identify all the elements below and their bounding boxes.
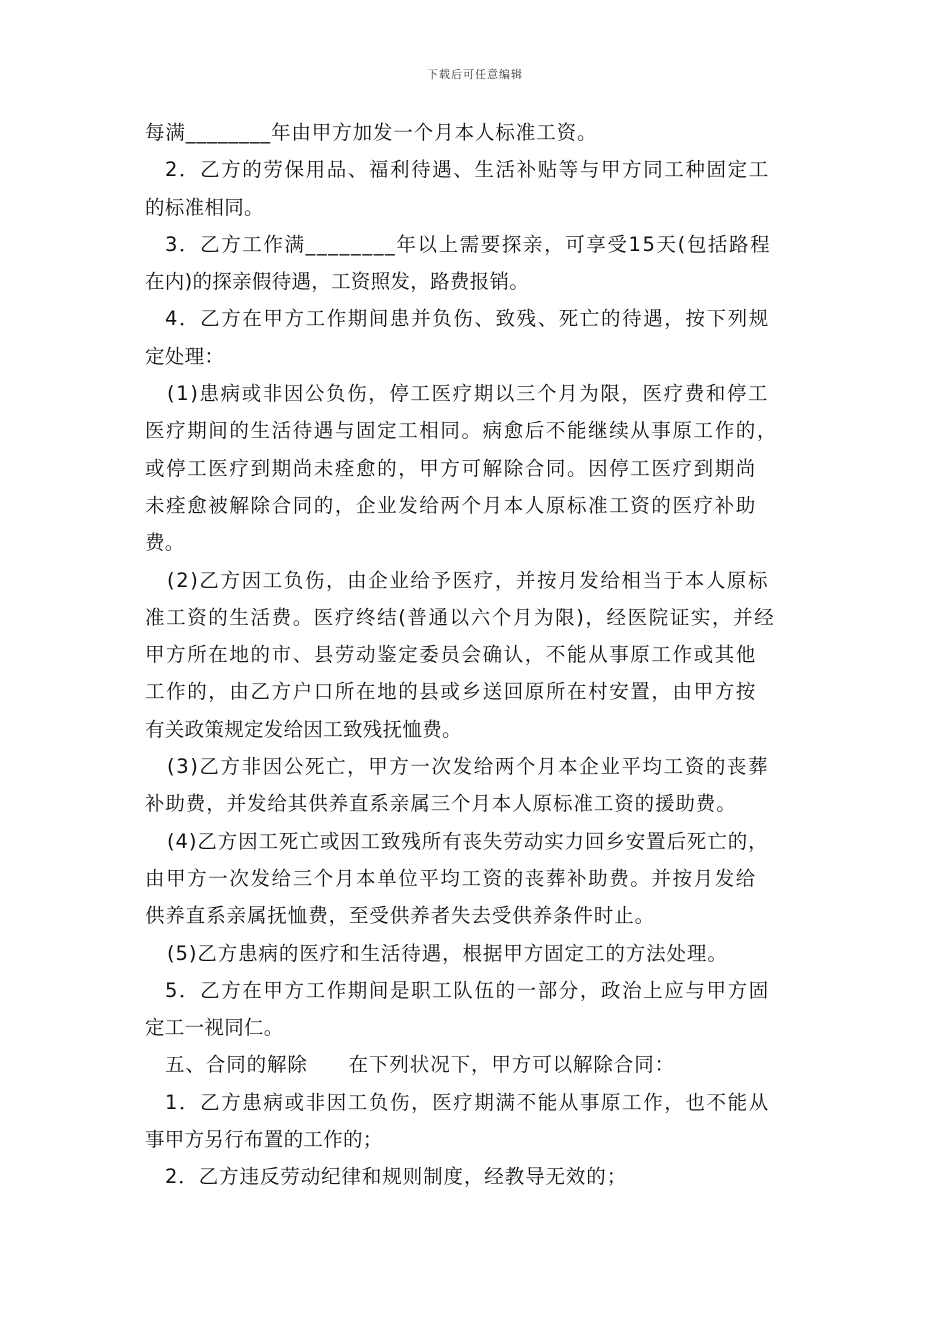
text-line: 在内)的探亲假待遇，工资照发，路费报销。 xyxy=(145,270,530,294)
text-line: 甲方所在地的市、县劳动鉴定委员会确认，不能从事原工作或其他 xyxy=(145,643,757,667)
text-line: 的标准相同。 xyxy=(145,195,264,219)
text-line: 2．乙方的劳保用品、福利待遇、生活补贴等与甲方同工种固定工 xyxy=(165,158,770,182)
text-line: (1)患病或非因公负伤，停工医疗期以三个月为限，医疗费和停工 xyxy=(167,382,770,406)
text-line: 五、合同的解除 在下列状况下，甲方可以解除合同： xyxy=(165,1053,676,1077)
header-note: 下载后可任意编辑 xyxy=(427,68,523,81)
text-line: 1．乙方患病或非因工负伤，医疗期满不能从事原工作，也不能从 xyxy=(165,1090,770,1114)
text-line: 定处理： xyxy=(145,344,225,368)
text-line: 定工一视同仁。 xyxy=(145,1016,284,1040)
text-line: 有关政策规定发给因工致残抚恤费。 xyxy=(145,717,462,741)
text-line: 5．乙方在甲方工作期间是职工队伍的一部分，政治上应与甲方固 xyxy=(165,978,770,1002)
text-line: 由甲方一次发给三个月本单位平均工资的丧葬补助费。并按月发给 xyxy=(145,866,757,890)
text-line: 每满________年由甲方加发一个月本人标准工资。 xyxy=(145,121,598,144)
text-line: 供养直系亲属抚恤费，至受供养者失去受供养条件时止。 xyxy=(145,904,656,928)
text-line: 或停工医疗到期尚未痊愈的，甲方可解除合同。因停工医疗到期尚 xyxy=(145,456,757,480)
text-line: 3．乙方工作满________年以上需要探亲，可享受15天(包括路程 xyxy=(165,232,772,256)
text-line: 补助费，并发给其供养直系亲属三个月本人原标准工资的援助费。 xyxy=(145,792,737,816)
text-line: (2)乙方因工负伤，由企业给予医疗，并按月发给相当于本人原标 xyxy=(167,568,770,592)
text-line: 2．乙方违反劳动纪律和规则制度，经教导无效的； xyxy=(165,1165,628,1189)
text-line: 未痊愈被解除合同的，企业发给两个月本人原标准工资的医疗补助 xyxy=(145,493,757,517)
text-line: (4)乙方因工死亡或因工致残所有丧失劳动实力回乡安置后死亡的， xyxy=(167,829,769,853)
text-line: 工作的，由乙方户口所在地的县或乡送回原所在村安置，由甲方按 xyxy=(145,680,757,704)
text-line: 4．乙方在甲方工作期间患并负伤、致残、死亡的待遇，按下列规 xyxy=(165,307,770,331)
text-line: 医疗期间的生活待遇与固定工相同。病愈后不能继续从事原工作的， xyxy=(145,419,779,443)
text-line: (5)乙方患病的医疗和生活待遇，根据甲方固定工的方法处理。 xyxy=(167,941,728,965)
document-body xyxy=(145,114,813,1196)
text-line: 事甲方另行布置的工作的； xyxy=(145,1128,383,1152)
text-line: 费。 xyxy=(145,531,185,555)
text-line: 准工资的生活费。医疗终结(普通以六个月为限)，经医院证实，并经 xyxy=(145,605,776,629)
text-line: (3)乙方非因公死亡，甲方一次发给两个月本企业平均工资的丧葬 xyxy=(167,755,770,779)
